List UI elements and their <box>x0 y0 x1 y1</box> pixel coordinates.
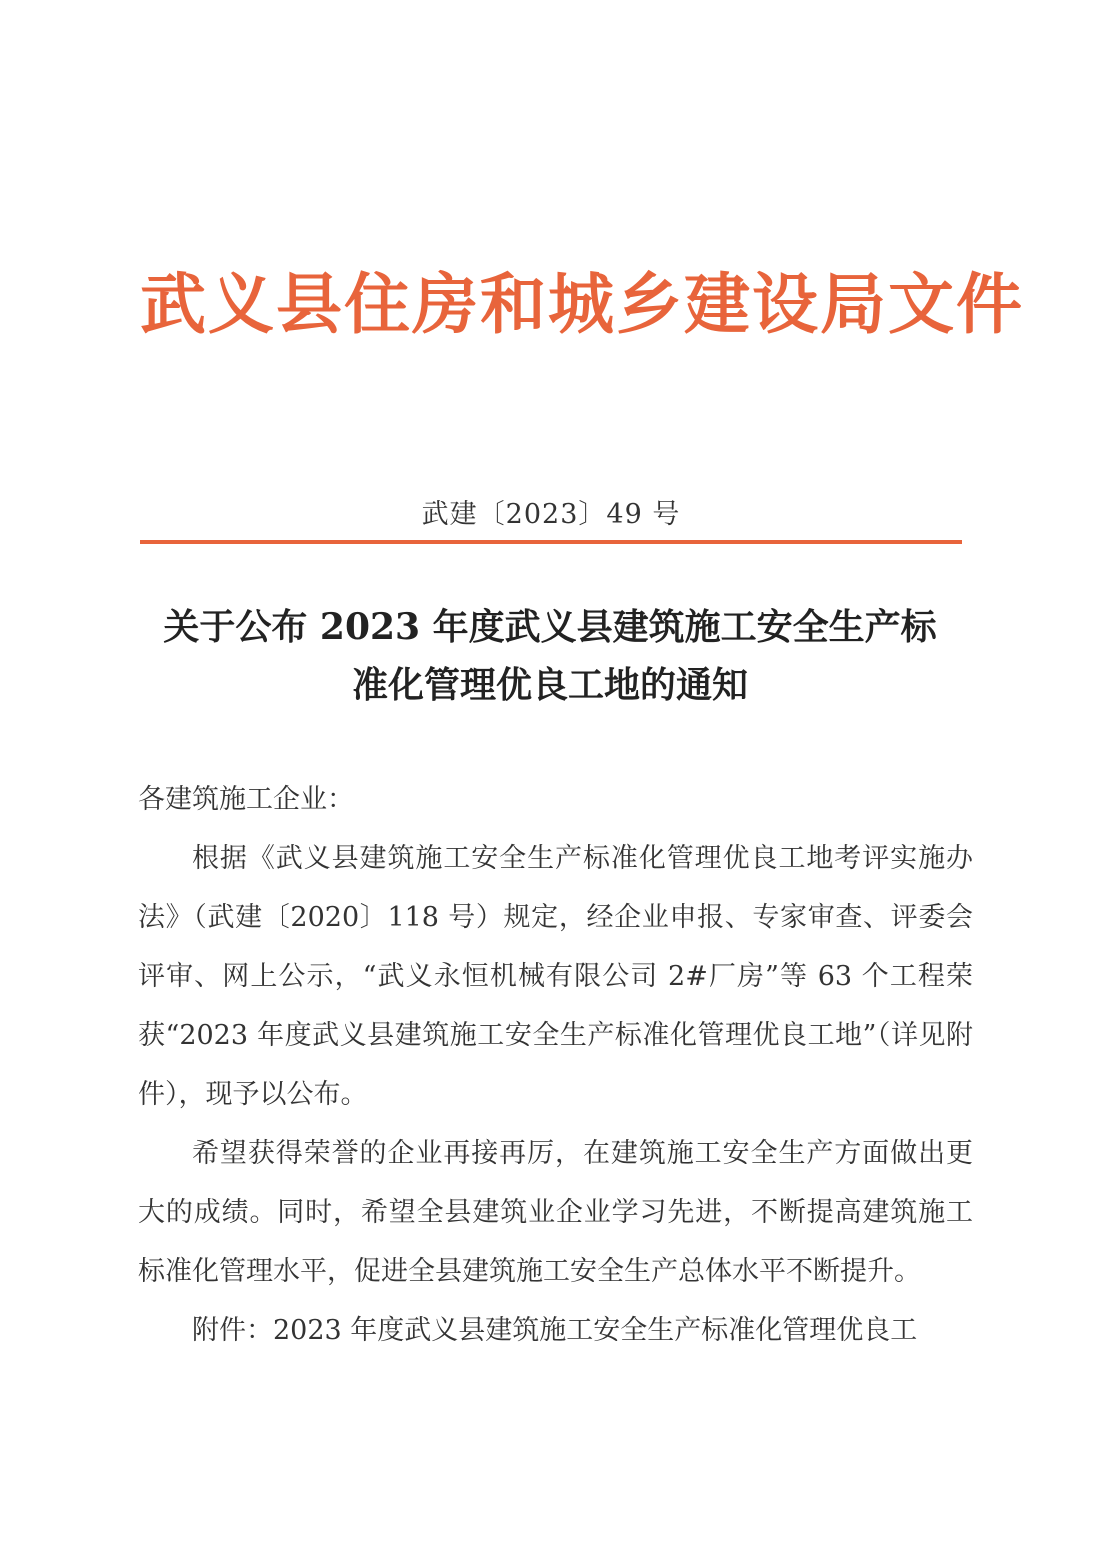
attachment-line: 附件：2023 年度武义县建筑施工安全生产标准化管理优良工 <box>192 1315 918 1346</box>
body-paragraph-2: 希望获得荣誉的企业再接再厉，在建筑施工安全生产方面做出更大的成绩。同时，希望全县建筑业企业学习先进，不断提高建筑施工标准化管理水平，促进全县建筑施工安全生产总体水平不断提升。 <box>138 1138 973 1287</box>
header-divider-line <box>140 540 962 544</box>
salutation: 各建筑施工企业： <box>138 784 354 815</box>
notice-title-line-2: 准化管理优良工地的通知 <box>351 664 748 706</box>
notice-body <box>138 770 973 1360</box>
document-number: 武建〔2023〕49 号 <box>421 499 681 530</box>
notice-title-line-1: 关于公布 2023 年度武义县建筑施工安全生产标 <box>163 606 937 648</box>
body-paragraph-1: 根据《武义县建筑施工安全生产标准化管理优良工地考评实施办法》（武建〔2020〕118 号）规定，经企业申报、专家审查、评委会评审、网上公示，“武义永恒机械有限公司 2#厂房”等 63 个工程荣获“2023 年度武义县建筑施工安全生产标准化管理优良工地”（详见附件），现予以公布。 <box>138 843 973 1110</box>
notice-title <box>110 598 990 714</box>
agency-header-title: 武义县住房和城乡建设局文件 <box>140 266 1024 343</box>
